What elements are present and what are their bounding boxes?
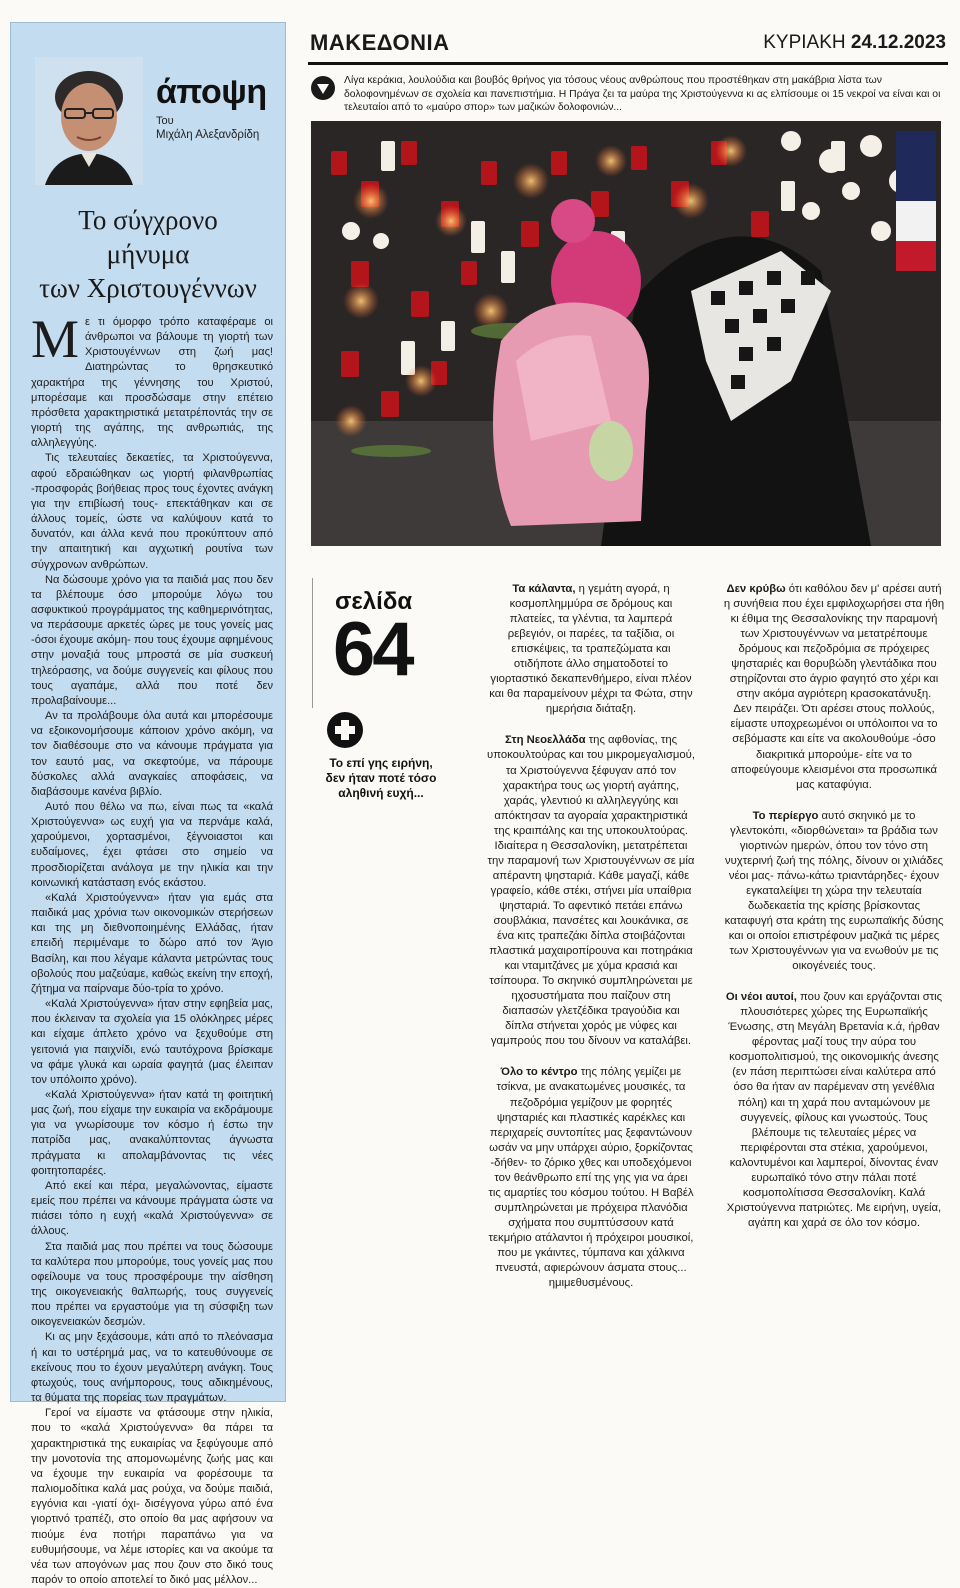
article-paragraph <box>723 809 945 975</box>
callout-quote: Το επί γης ειρήνη, δεν ήταν ποτέ τόσο αληθινή ευχή... <box>325 756 437 800</box>
paragraph-text: της πόλης γεμίζει με τσίκνα, με ανακατωμένες μουσικές, τα πεζοδρόμια γεμίζουν με φορητές ψησταριές και πλαστικές καρέκλες και περιχαρείς συντοπίτες μας ξεφαντώνουν ωσάν να μην υπάρχει αύριο, ξορκίζοντας -δήθεν- το ζόρικο χθες και υποδεχόμενοι τον θεάνθρωπο επί της γης για να άρει τις αμαρτίες του κόσμου τούτου. Η Βαβέλ συμπληρώνεται με πρόχειρα πλανόδια σχήματα που συμπτύσσουν κατά τεκμήριο ατάλαντοι ή πρόχειροι μουσικοί, που με γκάιντες, τύμπανα και χάλκινα πνευστά, αφιερώνουν άσματα στους... ημιμεθυσμένους. <box>488 1066 694 1290</box>
title-line: μήνυμα <box>106 239 190 269</box>
body-paragraph: «Καλά Χριστούγεννα» ήταν στην εφηβεία μας, που έκλειναν τα σχολεία για 15 ολόκληρες μέρες και είχαμε άπλετο χρόνο να ξεχυθούμε στη γειτονιά για παιχνίδι, ενώ ταυτόχρονα βρίσκαμε να φάμε γλυκά και ωραία φαγητά (μας έλειπαν τον υπόλοιπο χρόνο). <box>31 998 273 1086</box>
cross-icon <box>327 712 363 748</box>
byline-prefix: Του <box>156 115 174 127</box>
masthead <box>308 26 948 65</box>
issue-date <box>763 32 946 54</box>
opinion-body <box>31 309 273 1588</box>
body-paragraph: Στα παιδιά μας που πρέπει να τους δώσουμε τα καλύτερα που μπορούμε, τους γονείς μας που οφείλουμε να τους προσφέρουμε την αίσθηση της οικογενειακής θαλπωρής, τους συγγενείς που πρέπει να εργαστούμε για τη σύσφιξη των οικογενειακών δεσμών. <box>31 1240 273 1329</box>
newspaper-name: ΜΑΚΕΔΟΝΙΑ <box>310 30 450 55</box>
paragraph-text: η γεμάτη αγορά, η κοσμοπλημμύρα σε δρόμους και πλατείες, τα γλέντια, τα λαμπερά ρεβεγιόν, οι παρέες, τα ταξίδια, οι επισκέψεις, τα τραπεζώματα και οτιδήποτε άλλο σηματοδοτεί το γιορταστικό δεκαπενθήμερο, είναι πλέον και θα παραμείνουν μέχρι τα Φώτα, στην ημερήσια διάταξη. <box>489 583 693 716</box>
paragraph-lead: Οι νέοι αυτοί, <box>725 991 797 1004</box>
opinion-column <box>10 22 286 1586</box>
body-paragraph: Κι ας μην ξεχάσουμε, κάτι από το πλεόνασμα ή και το υστέρημά μας, να το κατευθύνουμε σε εκείνους που το έχουν μεγαλύτερη ανάγκη. Τους φτωχούς, τους ανήμπορους, τους αδικημένους, τα θύματα της πορείας των πραγμάτων. <box>31 1331 273 1405</box>
body-paragraph <box>31 309 273 451</box>
article-paragraph <box>723 990 945 1231</box>
title-line: των Χριστουγέννων <box>39 273 257 303</box>
paragraph-lead: Στη Νεοελλάδα <box>504 734 586 747</box>
article-column-1 <box>487 582 695 1307</box>
dropcap: Μ <box>31 309 80 369</box>
section-label: άποψη <box>156 73 267 111</box>
page-reference <box>312 578 453 708</box>
body-paragraph: «Καλά Χριστούγεννα» ήταν για εμάς στα παιδικά μας χρόνια των οικονομικών στερήσεων και της μη διεθνοποιημένης Ελλάδας, ήταν επειδή περιμέναμε το δώρο από τον Άγιο Βασίλη, και που λέγαμε κάλαντα μετρώντας τους οβολούς που μαζεύαμε, καθώς εκείνη την εποχή, ζήτημα να παίρναμε δύο-τρία το χρόνο. <box>31 891 273 995</box>
paragraph-lead: Το περίεργο <box>752 809 819 822</box>
paragraph-text: Δεν πειράζει. Ότι αρέσει στους πολλούς, είμαστε υποχρεωμένοι οι υπόλοιποι να το σεβόμαστε και είτε να ακολουθούμε -όσο διακριτικά μπορούμε- είτε να το αποφεύγουμε κλεισμένοι στα προσωπικά μας καταφύγια. <box>730 703 938 791</box>
photo-caption: Λίγα κεράκια, λουλούδια και βουβός θρήνος για τόσους νέους ανθρώπους που προστέθηκαν στη μακάβρια λίστα των δολοφονημένων σε σχολεία και πανεπιστήμια. Η Πράγα ζει τα μαύρα της Χριστούγεννα κι ας ελπίσουμε οι 15 νεκροί να είναι και οι τελευταίοι από το «μαύρο σπορ» των μαζικών δολοφονιών... <box>344 75 941 114</box>
paragraph-lead: Όλο το κέντρο <box>500 1066 578 1079</box>
issue-day: ΚΥΡΙΑΚΗ <box>763 32 846 53</box>
opinion-title <box>21 203 275 305</box>
page-reference-label: σελίδα <box>335 588 413 615</box>
paragraph-text: ε τι όμορφο τρόπο καταφέραμε οι άνθρωποι να βάλουμε τη γιορτή των Χριστουγέννων στη ζωή μας! Διατηρώντας το θρησκευτικό χαρακτήρα της γέννησης του Χριστού, μπορέσαμε και προσδώσαμε στην επέτειο πρόσθετα χαρακτηριστικά μετατρέποντάς την σε γιορτή της αγάπης, της ανθρωπιάς, της αλληλεγγύης. <box>31 316 273 450</box>
issue-date-value: 24.12.2023 <box>850 32 946 53</box>
article-paragraph <box>487 733 695 1049</box>
main-photo <box>311 121 941 546</box>
paragraph-lead: Τα κάλαντα, <box>512 583 576 595</box>
paragraph-text: αυτό σκηνικό με το γλεντοκόπι, «διορθώνεται» τα βράδια των γιορτινών ημερών, όπου τον τόνο στη νυχτερινή ζωή της πόλης, δίνουν οι χιλιάδες νέοι μας- πάνω-κάτω τριαντάρηδες- έχουν εγκαταλείψει τη χώρα την τελευταία δωδεκαετία της κρίσης βρίσκοντας καταφυγή στα κράτη της ευρωπαϊκής δύσης και οι οποίοι επιστρέφουν μαζικά τις μέρες των Χριστουγέννων για να ενωθούν με τις οικογένειές τους. <box>724 809 944 973</box>
article-paragraph <box>487 582 695 717</box>
byline-author: Μιχάλη Αλεξανδρίδη <box>156 129 260 141</box>
body-paragraph: Αυτό που θέλω να πω, είναι πως τα «καλά Χριστούγεννα» ως ευχή για να περνάμε καλά, χαρούμενοι, χορτασμένοι, ξέγνοιαστοι και ευδαίμονες, έχει φτάσει στο σημείο να προσδιορίζεται ανάλογα με την ηλικία και την κοινωνική κατάσταση ενός εκάστου. <box>31 801 273 889</box>
triangle-down-icon <box>311 76 335 100</box>
body-paragraph: Τις τελευταίες δεκαετίες, τα Χριστούγεννα, αφού εδραιώθηκαν ως γιορτή φιλανθρωπίας -προσφοράς βοήθειας προς τους έχοντες ανάγκη για την επιβίωσή τους- επεκτάθηκαν και σε άλλους τομείς, ώστε να καλύψουν κατά το δυνατόν, και άλλα κενά που προκύπτουν από την απαιτητική και αγχωτική ρουτίνα των σύγχρονων ανθρώπων. <box>31 452 273 571</box>
title-line: Το σύγχρονο <box>78 205 218 235</box>
page-reference-number: 64 <box>333 607 412 692</box>
paragraph-lead: Δεν κρύβω <box>726 583 786 595</box>
body-paragraph: Να δώσουμε χρόνο για τα παιδιά μας που δεν τα βλέπουμε όσο μπορούμε λόγω του ασφυκτικού προγράμματος της καθημερινότητας, να περάσουμε αρκετές ώρες με τους γονείς μας -όσοι έχουμε ακόμη- που τους έχουμε αφημένους στην μοναξιά τους μπροστά σε μία συσκευή τηλεόρασης, να δούμε συγγενείς και φίλους που τους αγαπάμε, αλλά που ποτέ δεν προλαβαίνουμε... <box>31 573 273 707</box>
body-paragraph: Από εκεί και πέρα, μεγαλώνοντας, είμαστε εμείς που πρέπει να κάνουμε πράγματα ώστε να πιάσει τόπο η ευχή «καλά Χριστούγεννα» σε άλλους. <box>31 1179 273 1238</box>
author-photo <box>35 57 143 185</box>
paragraph-text: της αφθονίας, της υποκουλτούρας και του μικρομεγαλισμού, τα Χριστούγεννα ξέφυγαν από τον χαρακτήρα τους ως γιορτή αγάπης, χαράς, γλεντιού κι αλληλεγγύης και απόκτησαν τα αγοραία χαρακτηριστικά της κραιπάλης και της υποκουλτούρας. Ιδιαίτερα η Θεσσαλονίκη, μετατρέπεται την παραμονή των Χριστουγέννων σε μία απέραντη ψησταριά. Κάθε μαγαζί, κάθε γραφείο, κάθε στέκι, στήνει μία υπαίθρια ψησταριά. Το αφεντικό πετάει επάνω σουβλάκια, πανσέτες και λουκάνικα, σε ένα κιτς τραπεζάκι δίπλα στοιβάζονται πλαστικά μαχαιροπίρουνα και ποτηράκια και νταμιτζάνες με χύμα κρασιά και τσίπουρα. Το σκηνικό συμπληρώνεται με ηχοσυστήματα που παίζουν στη διαπασών γλετζέδικα τραγούδια και δίπλα στήνεται χορός με νύφες και γαμπρούς που του δίνουν να καταλάβει. <box>487 734 695 1048</box>
article-column-2 <box>723 582 945 1247</box>
paragraph-text: ότι καθόλου δεν μ' αρέσει αυτή η συνήθεια που έχει εμφιλοχωρήσει στα ήθη κι έθιμα της Θεσσαλονίκης την παραμονή των Χριστουγέννων να μετατρέπουμε δρόμους και πεζοδρόμια σε πρόχειρες ψησταριές και θορυβώδη γλεντάδικα που στηρίζονται στο άγριο φαγητό στο χέρι και στην ακόμα αγριότερη κρασοκατάνυξη. <box>723 583 945 701</box>
body-paragraph: Γεροί να είμαστε να φτάσουμε στην ηλικία, που το «καλά Χριστούγεννα» θα πάρει τα χαρακτηριστικά της ευκαιρίας να ξεφύγουμε από την μονοτονία της απομονωμένης ζωής μας και να έχουμε την ευκαιρία να φορέσουμε τα παλιομοδίτικα καλά μας ρούχα, να δούμε παιδιά, εγγόνια και -γιατί όχι- δισέγγονα γύρω από ένα γιορτινό τραπέζι, στο οποίο θα μας αφήσουν να πιούμε ένα ποτήρι παραπάνω για να ευθυμήσουμε, να λέμε ιστορίες και να ακούμε τα νέα των απογόνων μας που ζουν στο δικό τους παρόν το οποίο αποτελεί το δικό μας μέλλον... <box>31 1407 273 1586</box>
body-paragraph: «Καλά Χριστούγεννα» ήταν κατά τη φοιτητική μας ζωή, που είχαμε την ευκαιρία να εκδράμουμε για να γνωρίσουμε τον κόσμο ή έστω την πατρίδα μας, ανακαλύπτοντας άγνωστα πράγματα κι απολαμβάνοντας τις νέες φοιτητοπαρέες. <box>31 1088 273 1177</box>
article-paragraph <box>723 702 945 792</box>
article-paragraph <box>723 582 945 702</box>
article-paragraph <box>487 1065 695 1291</box>
body-paragraph: Αν τα προλάβουμε όλα αυτά και μπορέσουμε να εξοικονομήσουμε κάποιον χρόνο ακόμη, να τον διαθέσουμε στο να κάνουμε πράγματα για τον εαυτό μας, να σκεφτούμε, να πάρουμε δύσκολες αλλά αναγκαίες αποφάσεις, να διαβάσουμε κανένα βιβλίο. <box>31 710 273 798</box>
paragraph-text: που ζουν και εργάζονται στις πλουσιότερες χώρες της Ευρωπαϊκής Ένωσης, στη Μεγάλη Βρετανία κ.ά, ήρθαν φέροντας μαζί τους την αύρα του κοσμοπολιτισμού, της οικονομικής άνεσης (εν πάση περιπτώσει είναι καλύτερα από όσο θα ήταν αν παρέμεναν στη γενέθλια πόλη) και τη χαρά που ανταμώνουν με συγγενείς, φίλους και γνωστούς. Τους βλέπουμε τις τελευταίες μέρες να περιφέρονται στα στέκια, χαρούμενοι, καλοντυμένοι και λαμπεροί, δίνοντας έναν ευρωπαϊκό τόνο στην πάλαι ποτέ κοσμοπολίτισσα Θεσσαλονίκη. Καλά Χριστούγεννα πατριώτες. Με ειρήνη, υγεία, αγάπη και χαρά σε όλο τον κόσμο. <box>726 991 943 1229</box>
